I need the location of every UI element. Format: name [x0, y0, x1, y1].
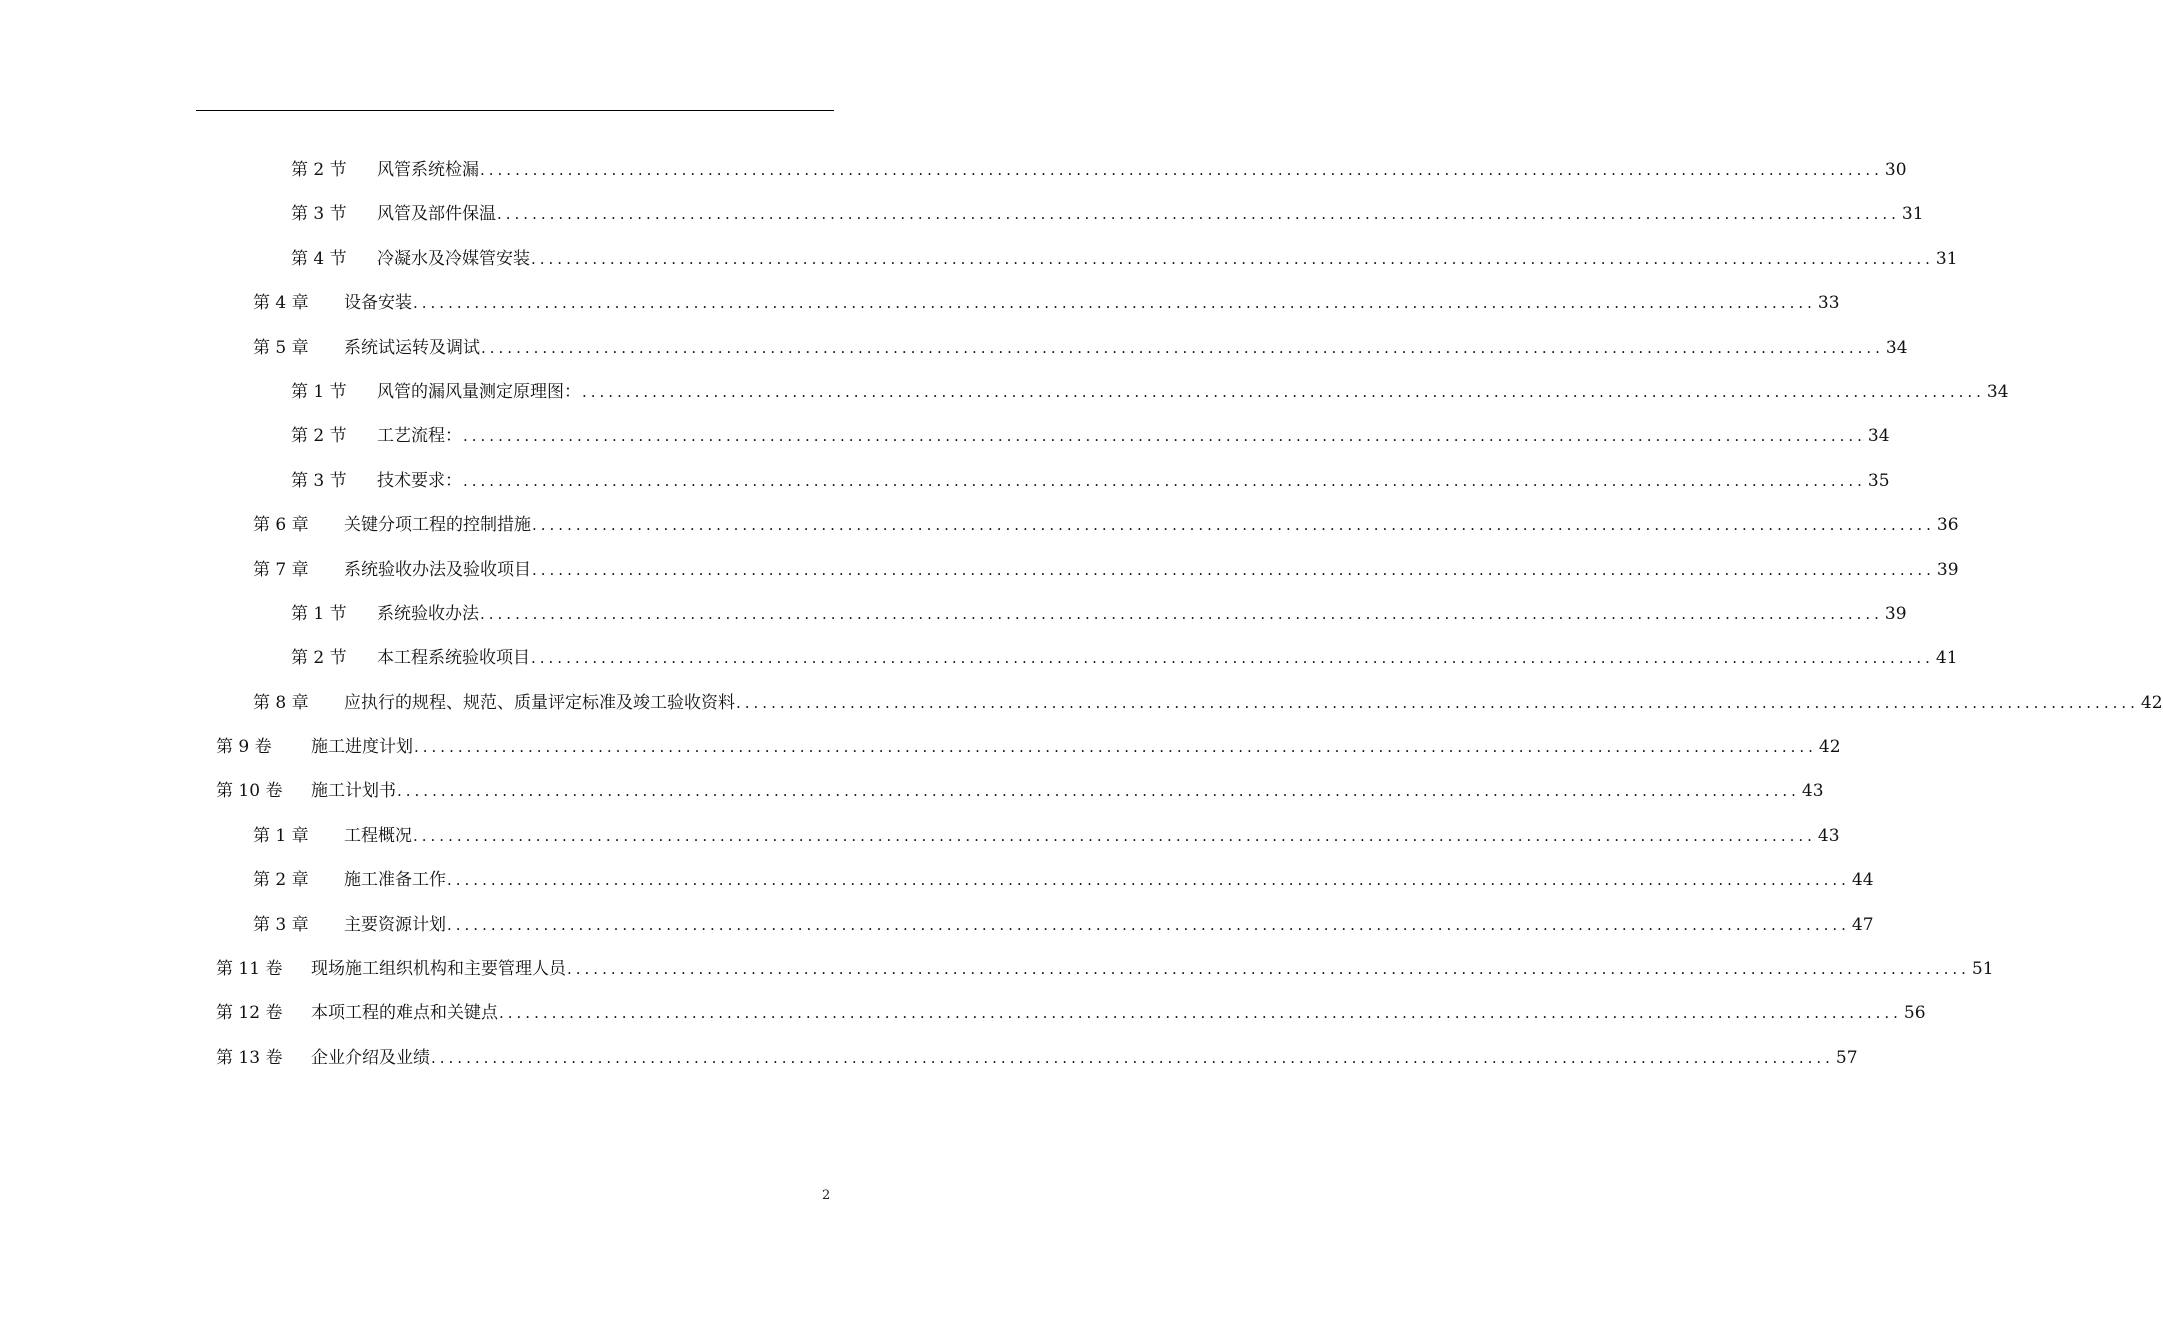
toc-leader-dots: ................................................................................................................................................................ [397, 782, 1800, 801]
toc-leader-dots: ................................................................................................................................................................ [413, 294, 1816, 313]
toc-entry-page: 36 [1936, 515, 1959, 536]
toc-entry-page: 56 [1903, 1003, 1926, 1024]
toc-entry-page: 43 [1801, 781, 1824, 802]
toc-entry-title: 设备安装 [344, 293, 412, 314]
toc-entry[interactable] [0, 1036, 1858, 1080]
toc-entry-title: 冷凝水及冷媒管安装 [377, 248, 530, 269]
toc-entry[interactable] [0, 769, 1824, 813]
toc-entry-number: 第 2 节 [291, 648, 347, 669]
toc-entry-number: 第 2 章 [253, 870, 309, 891]
toc-entry-number: 第 3 节 [291, 204, 347, 225]
toc-entry[interactable] [0, 237, 1958, 281]
toc-entry[interactable] [0, 548, 1959, 592]
toc-entry-number: 第 1 节 [291, 381, 347, 402]
toc-entry-page: 34 [1986, 381, 2009, 402]
toc-entry-page: 39 [1936, 559, 1959, 580]
page-number: 2 [822, 1188, 831, 1203]
toc-entry-title: 企业介绍及业绩 [311, 1047, 430, 1068]
toc-entry-page: 51 [1971, 959, 1994, 980]
toc-entry[interactable] [0, 326, 1908, 370]
toc-entry-title: 风管系统检漏 [377, 160, 479, 180]
toc-entry-page: 31 [1901, 204, 1924, 225]
toc-entry-number: 第 1 章 [253, 825, 309, 846]
toc-leader-dots: ................................................................................................................................................................ [413, 826, 1816, 845]
toc-entry[interactable] [0, 148, 1907, 192]
toc-entry-number: 第 13 卷 [216, 1047, 283, 1068]
toc-entry-title: 技术要求： [377, 470, 462, 491]
toc-entry[interactable] [0, 503, 1959, 547]
toc-entry-title: 应执行的规程、规范、质量评定标准及竣工验收资料 [344, 692, 735, 713]
toc-leader-dots: ................................................................................................................................................................ [463, 471, 1866, 490]
toc-leader-dots: ................................................................................................................................................................ [497, 205, 1900, 224]
toc-entry-page: 57 [1835, 1047, 1858, 1068]
toc-entry-title: 工艺流程： [377, 426, 462, 447]
toc-entry-number: 第 4 节 [291, 248, 347, 269]
toc-entry-number: 第 10 卷 [216, 781, 283, 802]
toc-entry-number: 第 11 卷 [216, 959, 283, 980]
toc-leader-dots: ................................................................................................................................................................ [582, 382, 1985, 401]
toc-entry[interactable] [0, 903, 1874, 947]
toc-leader-dots: ................................................................................................................................................................ [481, 338, 1884, 357]
toc-entry-page: 35 [1867, 470, 1890, 491]
toc-leader-dots: ................................................................................................................................................................ [531, 649, 1934, 668]
toc-entry[interactable] [0, 858, 1874, 902]
toc-entry[interactable] [0, 991, 1926, 1035]
toc-leader-dots: ................................................................................................................................................................ [480, 161, 1883, 179]
toc-entry[interactable] [0, 592, 1907, 636]
toc-entry-title: 工程概况 [344, 825, 412, 846]
toc-entry-title: 施工准备工作 [344, 870, 446, 891]
toc-leader-dots: ................................................................................................................................................................ [567, 960, 1970, 979]
toc-entry-title: 本项工程的难点和关键点 [311, 1003, 498, 1024]
toc-entry-number: 第 3 节 [291, 470, 347, 491]
toc-leader-dots: ................................................................................................................................................................ [447, 871, 1850, 890]
toc-entry-title: 主要资源计划 [344, 914, 446, 935]
toc-entry-number: 第 9 卷 [216, 737, 272, 758]
toc-entry-title: 风管及部件保温 [377, 204, 496, 225]
toc-entry-title: 系统试运转及调试 [344, 337, 480, 358]
table-of-contents [0, 148, 2163, 1080]
toc-entry[interactable] [0, 370, 2009, 414]
toc-entry-number: 第 7 章 [253, 559, 309, 580]
toc-entry-number: 第 3 章 [253, 914, 309, 935]
toc-entry-number: 第 5 章 [253, 337, 309, 358]
toc-entry-title: 风管的漏风量测定原理图： [377, 381, 581, 402]
toc-entry-page: 43 [1817, 825, 1840, 846]
toc-entry-title: 系统验收办法及验收项目 [344, 559, 531, 580]
toc-entry[interactable] [0, 281, 1840, 325]
toc-entry-page: 41 [1935, 648, 1958, 669]
toc-entry-page: 44 [1851, 870, 1874, 891]
toc-entry-page: 42 [2140, 692, 2163, 713]
toc-entry-title: 施工计划书 [311, 781, 396, 802]
toc-entry-page: 34 [1867, 426, 1890, 447]
toc-leader-dots: ................................................................................................................................................................ [447, 915, 1850, 934]
toc-leader-dots: ................................................................................................................................................................ [463, 427, 1866, 446]
toc-entry-number: 第 2 节 [291, 160, 347, 180]
toc-leader-dots: ................................................................................................................................................................ [736, 693, 2139, 712]
toc-leader-dots: ................................................................................................................................................................ [480, 604, 1883, 623]
toc-entry-page: 31 [1935, 248, 1958, 269]
toc-entry-number: 第 8 章 [253, 692, 309, 713]
toc-entry-title: 现场施工组织机构和主要管理人员 [311, 959, 566, 980]
toc-entry[interactable] [0, 636, 1958, 680]
toc-entry-page: 33 [1817, 293, 1840, 314]
toc-entry[interactable] [0, 192, 1924, 236]
toc-entry-title: 系统验收办法 [377, 603, 479, 624]
toc-entry-title: 施工进度计划 [311, 737, 413, 758]
toc-entry-number: 第 1 节 [291, 603, 347, 624]
toc-entry[interactable] [0, 814, 1840, 858]
toc-entry-page: 34 [1885, 337, 1908, 358]
toc-entry-number: 第 2 节 [291, 426, 347, 447]
toc-leader-dots: ................................................................................................................................................................ [499, 1004, 1902, 1023]
toc-entry[interactable] [0, 725, 1841, 769]
toc-entry-title: 本工程系统验收项目 [377, 648, 530, 669]
toc-leader-dots: ................................................................................................................................................................ [532, 560, 1935, 579]
toc-entry[interactable] [0, 947, 1994, 991]
toc-leader-dots: ................................................................................................................................................................ [414, 738, 1817, 757]
toc-entry-number: 第 12 卷 [216, 1003, 283, 1024]
toc-entry-page: 42 [1818, 737, 1841, 758]
toc-entry-title: 关键分项工程的控制措施 [344, 515, 531, 536]
toc-entry[interactable] [0, 681, 2163, 725]
toc-leader-dots: ................................................................................................................................................................ [532, 516, 1935, 535]
toc-leader-dots: ................................................................................................................................................................ [531, 249, 1934, 268]
toc-entry[interactable] [0, 459, 1890, 503]
toc-entry-page: 47 [1851, 914, 1874, 935]
toc-entry-number: 第 6 章 [253, 515, 309, 536]
toc-entry[interactable] [0, 414, 1890, 458]
toc-entry-page: 30 [1884, 160, 1907, 180]
toc-entry-number: 第 4 章 [253, 293, 309, 314]
header-rule [196, 110, 834, 111]
toc-leader-dots: ................................................................................................................................................................ [431, 1048, 1834, 1067]
toc-entry-page: 39 [1884, 603, 1907, 624]
